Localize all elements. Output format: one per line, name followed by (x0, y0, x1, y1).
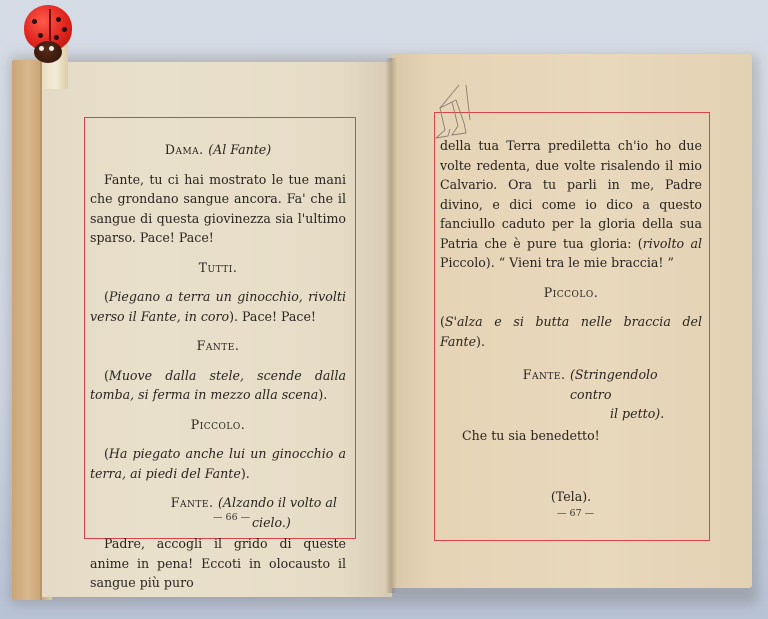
stage-direction: (Al Fante) (208, 142, 272, 157)
speaker-heading: Fante. (196, 338, 240, 353)
speaker-cue (440, 365, 702, 424)
dialogue-text: ). Pace! Pace! (229, 308, 316, 324)
dialogue-paragraph: Che tu sia benedetto! (462, 427, 600, 443)
speaker-heading (90, 140, 346, 160)
speaker-heading: Piccolo. (543, 284, 599, 300)
stage-direction-paragraph: (S'alza e si butta nelle braccia del Fante). (440, 314, 702, 349)
stage-direction: rivolto al (642, 235, 702, 251)
punctuation: ). (240, 465, 250, 481)
speaker-name: Dama. (164, 142, 204, 157)
stage-direction-paragraph: (Ha piegato anche lui un ginocchio a terra, ai piedi del Fante). (90, 446, 346, 481)
ladybug-clip-icon (22, 3, 76, 93)
stage-direction-paragraph: (Piegano a terra un ginocchio, rivolti verso il Fante, in coro). Pace! Pace! (90, 289, 346, 324)
stage-direction: Piegano a terra un ginocchio, rivolti verso il Fante, in coro (90, 289, 346, 324)
speaker-name: Fante. (170, 495, 218, 510)
dialogue-paragraph: Fante, tu ci hai mostrato le tue mani che grondano sangue ancora. Fa' che il sangue di questa giovinezza sia l'ultimo sparso. Pace! Pace! (90, 171, 346, 245)
stage-direction: Ha piegato anche lui un ginocchio a terra, ai piedi del Fante (90, 446, 346, 481)
stage-direction-line: cielo.) (252, 514, 291, 530)
punctuation: ). (318, 387, 328, 402)
stage-direction-paragraph: (Muove dalla stele, scende dalla tomba, si ferma in mezzo alla scena). (90, 367, 346, 402)
stage-direction-line: (Stringendolo contro (570, 367, 658, 402)
dialogue-paragraph (440, 136, 702, 273)
speaker-heading: Tutti. (198, 259, 238, 275)
left-page-text (90, 140, 346, 603)
pencil-sketch-legs-icon (414, 80, 474, 145)
book-gutter (385, 58, 397, 593)
punctuation: ). (476, 333, 485, 349)
page-number: — 67 — (557, 508, 595, 519)
right-page-text (440, 136, 702, 519)
dialogue-text: Piccolo). “ Vieni tra le mie braccia! ” (440, 255, 674, 270)
speaker-heading: Piccolo. (190, 416, 246, 432)
stage-direction: S'alza e si butta nelle braccia del Fante (440, 314, 702, 349)
dialogue-text: della tua Terra prediletta ch'io ho due volte redenta, due volte risalendo il mio Calvario. Ora tu parli in me, Padre divino, e dici come io dico a questo fanciullo caduto per la gloria della sua Patria che è pure tua gloria: ( (440, 138, 702, 251)
speaker-name: Fante. (522, 367, 570, 382)
page-number: — 66 — (213, 512, 251, 523)
dialogue-paragraph: Padre, accogli il grido di queste anime in pena! Eccoti in olocausto il sangue più puro (90, 536, 346, 590)
ladybug-head (34, 41, 62, 63)
end-of-play-marker: (Tela). (550, 489, 592, 504)
stage-direction (570, 365, 702, 424)
stage-direction-line: il petto). (610, 406, 665, 421)
stage-direction-line: (Alzando il volto al (218, 495, 337, 510)
stage-direction: Muove dalla stele, scende dalla tomba, si ferma in mezzo alla scena (90, 367, 346, 402)
